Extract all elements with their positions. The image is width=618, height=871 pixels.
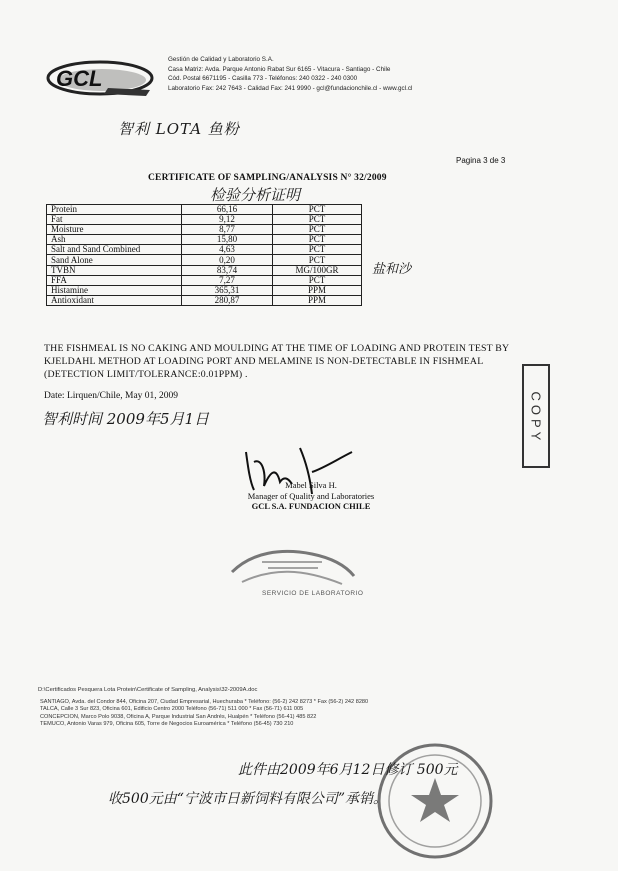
handwritten-bottom-line-1: 此件由2009年6月12日修订 500元 (238, 762, 458, 778)
table-row (47, 225, 362, 235)
date-line: Date: Lirquen/Chile, May 01, 2009 (44, 391, 179, 401)
table-row (47, 205, 362, 215)
round-seal-stamp (372, 738, 498, 864)
signatory-name: Mabel Silva H. (285, 480, 337, 490)
unit-cell: PCT (273, 215, 362, 225)
footer-line: SANTIAGO, Avda. del Condor 844, Oficina 207, Ciudad Empresarial, Huechuraba * Teléfono: (56-2) 242 8273 * Fax (56-2) 242 8280 (40, 699, 369, 705)
table-row (47, 285, 362, 295)
unit-cell: PCT (273, 235, 362, 245)
results-table (46, 204, 362, 306)
fax-line: Laboratorio Fax: 242 7643 - Calidad Fax: 241 9990 - gcl@fundacionchile.cl - www.gcl.cl (168, 84, 413, 92)
table-row (47, 295, 362, 305)
handwritten-top-note: 智利 LOTA 鱼粉 (118, 120, 240, 138)
param-cell: Salt and Sand Combined (47, 245, 182, 255)
unit-cell: PPM (273, 295, 362, 305)
handwritten-side-note: 盐和沙 (372, 262, 412, 277)
value-cell: 9,12 (182, 215, 273, 225)
table-row (47, 255, 362, 265)
office-addresses-footer (40, 699, 560, 729)
value-cell: 7,27 (182, 275, 273, 285)
unit-cell: PCT (273, 225, 362, 235)
gcl-logo (38, 56, 156, 102)
copy-stamp: COPY (528, 391, 544, 445)
value-cell: 365,31 (182, 285, 273, 295)
address-line: Casa Matriz: Avda. Parque Antonio Rabat Sur 6165 - Vitacura - Santiago - Chile (168, 65, 391, 73)
postal-line: Cód. Postal 6671195 - Casilla 773 - Teléfonos: 240 0322 - 240 0300 (168, 75, 358, 83)
param-cell: TVBN (47, 265, 182, 275)
unit-cell: PCT (273, 205, 362, 215)
signatory-role: Manager of Quality and Laboratories (247, 490, 375, 501)
param-cell: Sand Alone (47, 255, 182, 265)
table-row (47, 265, 362, 275)
unit-cell: PPM (273, 285, 362, 295)
value-cell: 66,16 (182, 205, 273, 215)
lab-stamp-text: SERVICIO DE LABORATORIO (262, 590, 364, 597)
param-cell: Fat (47, 215, 182, 225)
param-cell: Antioxidant (47, 295, 182, 305)
value-cell: 8,77 (182, 225, 273, 235)
param-cell: FFA (47, 275, 182, 285)
file-path-footnote: D:\Certificados Pesquera Lota Protein\Certificate of Sampling, Analysis\32-2009A.doc (38, 687, 258, 693)
signatory-org: GCL S.A. FUNDACION CHILE (251, 501, 371, 511)
value-cell: 0,20 (182, 255, 273, 265)
table-row (47, 215, 362, 225)
footer-line: TALCA, Calle 3 Sur 823, Oficina 601, Edificio Centro 2000 Teléfono (56-71) 511 000 * Fax (56-71) 611 005 (40, 706, 304, 713)
page-indicator: Pagina 3 de 3 (456, 156, 506, 165)
fishmeal-statement: THE FISHMEAL IS NO CAKING AND MOULDING AT THE TIME OF LOADING AND PROTEIN TEST BY KJELDAHL METHOD AT LOADING PORT AND MELAMINE IS NON-DETECTABLE IN FISHMEAL (DETECTION LIMIT/TOLERANCE:0.01PPM) . (44, 343, 509, 380)
unit-cell: PCT (273, 245, 362, 255)
value-cell: 83,74 (182, 265, 273, 275)
param-cell: Moisture (47, 225, 182, 235)
table-row (47, 275, 362, 285)
table-row (47, 235, 362, 245)
footer-line: TEMUCO, Antonio Varas 979, Oficina 605, Torre de Negocios Euroamérica * Teléfono (56-45) 730 210 (40, 721, 294, 728)
unit-cell: PCT (273, 255, 362, 265)
param-cell: Ash (47, 235, 182, 245)
footer-line: CONCEPCIÓN, Marco Polo 9038, Oficina A, Parque Industrial San Andrés, Hualpén * Teléfono (56-41) 485 822 (40, 713, 317, 720)
handwritten-bottom-line-2: 收500元由“宁波市日新饲料有限公司”承销。 (108, 791, 388, 807)
logo-text: GCL (56, 66, 103, 91)
lab-stamp-graphic (222, 532, 362, 598)
certificate-title: CERTIFICATE OF SAMPLING/ANALYSIS N° 32/2009 (148, 173, 387, 183)
signatory-block (196, 480, 426, 512)
handwritten-date-note: 智利时间 2009年5月1日 (42, 410, 210, 428)
handwritten-title-note: 检验分析证明 (210, 186, 301, 204)
letterhead (168, 55, 468, 93)
value-cell: 15,80 (182, 235, 273, 245)
param-cell: Histamine (47, 285, 182, 295)
value-cell: 280,87 (182, 295, 273, 305)
value-cell: 4,63 (182, 245, 273, 255)
unit-cell: MG/100GR (273, 265, 362, 275)
unit-cell: PCT (273, 275, 362, 285)
table-row (47, 245, 362, 255)
param-cell: Protein (47, 205, 182, 215)
company-name: Gestión de Calidad y Laboratorio S.A. (168, 56, 274, 63)
